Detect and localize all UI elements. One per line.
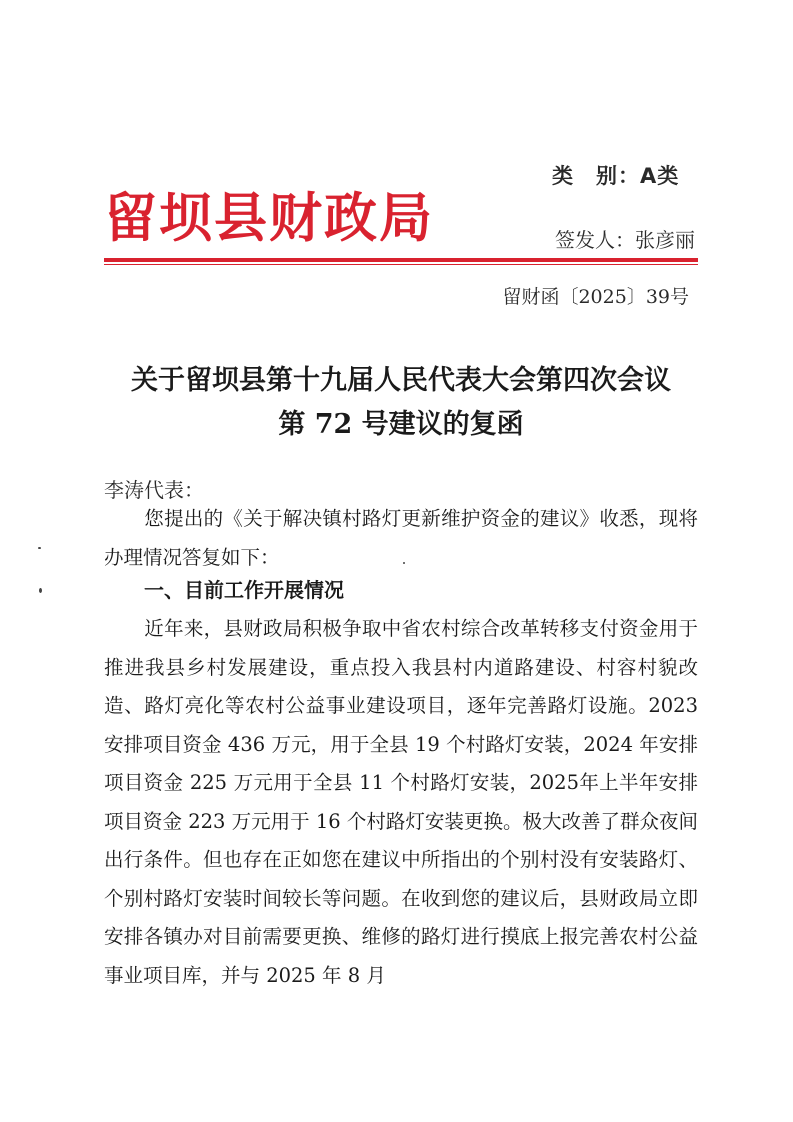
scan-speck: [38, 547, 41, 549]
document-category: 类 别：A类: [552, 164, 680, 188]
section-1-paragraph-text: 近年来，县财政局积极争取中省农村综合改革转移支付资金用于推进我县乡村发展建设，重点投入我县村内道路建设、村容村貌改造、路灯亮化等农村公益事业建设项目，逐年完善路灯设施。2023 安排项目资金 436 万元，用于全县 19 个村路灯安装，2024 年安排项目资金 225 万元用于全县 11 个村路灯安装，2025年上半年安排项目资金 223 万元用于 16 个村路灯安装更换。极大改善了群众夜间出行条件。但也存在正如您在建议中所指出的个别村没有安装路灯、个别村路灯安装时间较长等问题。在收到您的建议后，县财政局立即安排各镇办对目前需要更换、维修的路灯进行摸底上报完善农村公益事业项目库，并与 2025 年 8 月: [104, 617, 698, 987]
issuer-signatory: 签发人：张彦丽: [555, 228, 695, 252]
scan-speck: [403, 562, 405, 564]
section-1-paragraph: [104, 610, 698, 995]
document-title-line2: 第 72 号建议的复函: [278, 409, 524, 440]
letterhead-red-rule-thick: [104, 258, 698, 262]
agency-letterhead: 留坝县财政局: [104, 187, 434, 249]
scan-speck: [39, 588, 42, 593]
document-title-line1: 关于留坝县第十九届人民代表大会第四次会议: [131, 365, 671, 396]
document-number: 留财函〔2025〕39号: [502, 286, 689, 308]
opening-paragraph: [104, 500, 698, 577]
opening-paragraph-text: 您提出的《关于解决镇村路灯更新维护资金的建议》收悉，现将办理情况答复如下：: [104, 507, 698, 569]
section-heading-1: 一、目前工作开展情况: [144, 578, 344, 602]
salutation: 李涛代表：: [104, 478, 204, 502]
letterhead-red-rule-thin: [104, 264, 698, 265]
